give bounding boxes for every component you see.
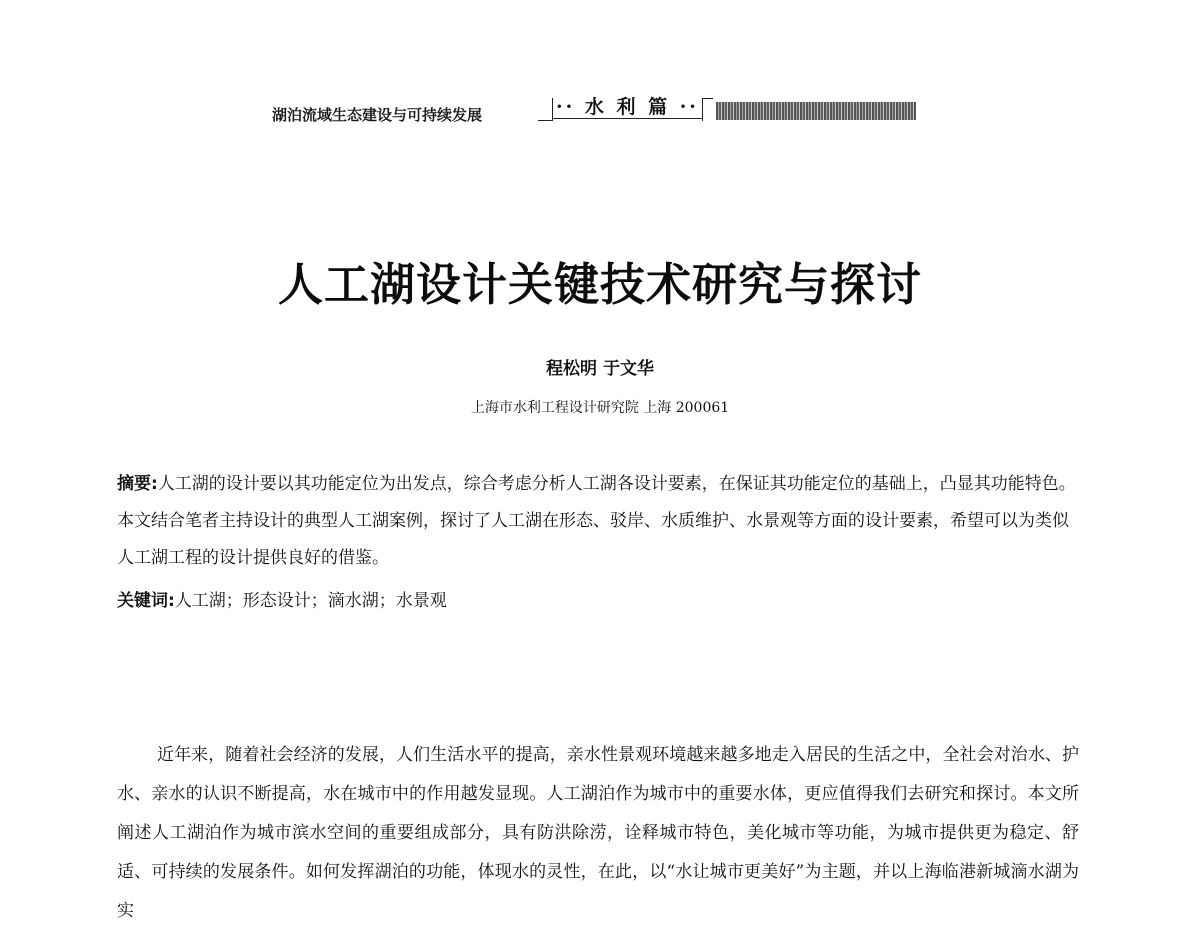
header-bracket-right [702,98,713,121]
abstract [117,466,1079,577]
running-header-right [716,102,916,120]
body-paragraph: 近年来，随着社会经济的发展，人们生活水平的提高，亲水性景观环境越来越多地走入居民的生活之中，全社会对治水、护水、亲水的认识不断提高，水在城市中的作用越发显现。人工湖泊作为城市中的重要水体，更应值得我们去研究和探讨。本文所阐述人工湖泊作为城市滨水空间的重要组成部分，具有防洪除涝，诠释城市特色，美化城市等功能，为城市提供更为稳定、舒适、可持续的发展条件。如何发挥湖泊的功能，体现水的灵性，在此，以“水让城市更美好”为主题，并以上海临港新城滴水湖为实 [117,745,1079,921]
abstract-label: 摘要: [117,474,158,494]
keywords-text: 人工湖；形态设计；滴水湖；水景观 [174,591,447,611]
running-header-section: ·· 水 利 篇 ·· [556,96,699,118]
keywords-label: 关键词: [117,591,175,611]
article-authors: 程松明 于文华 [546,359,654,379]
header-underline [552,118,702,119]
abstract-text: 人工湖的设计要以其功能定位为出发点，综合考虑分析人工湖各设计要素，在保证其功能定位的基础上，凸显其功能特色。本文结合笔者主持设计的典型人工湖案例，探讨了人工湖在形态、驳岸、水质维护、水景观等方面的设计要素，希望可以为类似人工湖工程的设计提供良好的借鉴。 [117,474,1076,568]
article-title: 人工湖设计关键技术研究与探讨 [277,258,922,311]
running-header-left: 湖泊流域生态建设与可持续发展 [272,106,483,124]
article-affiliation: 上海市水利工程设计研究院 上海 200061 [470,400,730,416]
keywords [117,586,1079,616]
header-bracket-left [538,98,553,121]
running-header-right-shaded [716,102,916,120]
